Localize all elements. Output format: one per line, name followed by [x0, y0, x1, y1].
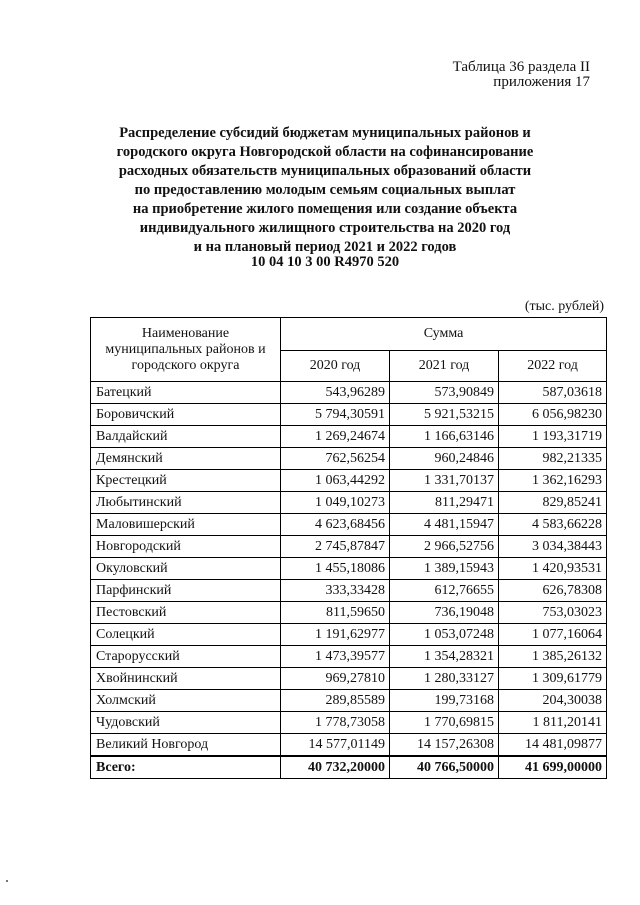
district-name: Солецкий	[91, 624, 281, 646]
amount-2020: 5 794,30591	[281, 404, 390, 426]
district-name: Демянский	[91, 448, 281, 470]
district-name: Валдайский	[91, 426, 281, 448]
amount-2020: 1 455,18086	[281, 558, 390, 580]
amount-2022: 587,03618	[499, 382, 607, 404]
amount-2021: 199,73168	[390, 690, 499, 712]
district-name: Окуловский	[91, 558, 281, 580]
amount-2020: 4 623,68456	[281, 514, 390, 536]
amount-2021: 4 481,15947	[390, 514, 499, 536]
table-row	[91, 602, 607, 624]
amount-2022: 3 034,38443	[499, 536, 607, 558]
table-row	[91, 646, 607, 668]
amount-2021: 612,76655	[390, 580, 499, 602]
table-row	[91, 382, 607, 404]
amount-2021: 2 966,52756	[390, 536, 499, 558]
amount-2022: 982,21335	[499, 448, 607, 470]
table-row	[91, 536, 607, 558]
district-name: Старорусский	[91, 646, 281, 668]
amount-2022: 1 420,93531	[499, 558, 607, 580]
table-reference-line-1: Таблица 36 раздела II	[452, 59, 590, 75]
title-line: по предоставлению молодым семьям социальных выплат	[134, 182, 516, 198]
district-name: Маловишерский	[91, 514, 281, 536]
units-label: (тыс. рублей)	[524, 299, 604, 314]
district-name: Парфинский	[91, 580, 281, 602]
name-column-header: Наименование муниципальных районов и городского округа	[91, 318, 281, 382]
sum-column-header: Сумма	[281, 318, 607, 351]
amount-2022: 1 362,16293	[499, 470, 607, 492]
amount-2022: 6 056,98230	[499, 404, 607, 426]
amount-2021: 14 157,26308	[390, 734, 499, 757]
amount-2022: 1 385,26132	[499, 646, 607, 668]
title-line: расходных обязательств муниципальных образований области	[118, 163, 532, 179]
table-row	[91, 492, 607, 514]
amount-2020: 1 269,24674	[281, 426, 390, 448]
table-row	[91, 448, 607, 470]
amount-2022: 753,03023	[499, 602, 607, 624]
scan-dot	[6, 880, 8, 882]
district-name: Крестецкий	[91, 470, 281, 492]
table-row	[91, 404, 607, 426]
table-row	[91, 580, 607, 602]
table-row	[91, 624, 607, 646]
total-2022: 41 699,00000	[499, 756, 607, 779]
year-header-2020: 2020 год	[281, 351, 390, 382]
title-line: индивидуального жилищного строительства на 2020 год	[139, 220, 511, 236]
district-name: Великий Новгород	[91, 734, 281, 757]
year-header-2021: 2021 год	[390, 351, 499, 382]
amount-2022: 829,85241	[499, 492, 607, 514]
amount-2022: 626,78308	[499, 580, 607, 602]
table-row	[91, 470, 607, 492]
amount-2020: 2 745,87847	[281, 536, 390, 558]
amount-2020: 14 577,01149	[281, 734, 390, 757]
amount-2020: 543,96289	[281, 382, 390, 404]
amount-2021: 1 354,28321	[390, 646, 499, 668]
total-row	[91, 756, 607, 779]
amount-2021: 811,29471	[390, 492, 499, 514]
document-title	[80, 124, 570, 257]
amount-2020: 333,33428	[281, 580, 390, 602]
amount-2022: 1 309,61779	[499, 668, 607, 690]
amount-2021: 1 331,70137	[390, 470, 499, 492]
amount-2021: 1 280,33127	[390, 668, 499, 690]
amount-2021: 1 770,69815	[390, 712, 499, 734]
amount-2021: 1 053,07248	[390, 624, 499, 646]
table-row	[91, 734, 607, 757]
district-name: Батецкий	[91, 382, 281, 404]
total-2021: 40 766,50000	[390, 756, 499, 779]
table-reference	[453, 60, 590, 90]
amount-2022: 1 077,16064	[499, 624, 607, 646]
district-name: Новгородский	[91, 536, 281, 558]
table-row	[91, 426, 607, 448]
table-row	[91, 558, 607, 580]
title-line: на приобретение жилого помещения или создание объекта	[132, 201, 518, 217]
district-name: Боровичский	[91, 404, 281, 426]
amount-2022: 1 193,31719	[499, 426, 607, 448]
district-name: Хвойнинский	[91, 668, 281, 690]
title-line: и на плановый период 2021 и 2022 годов	[193, 239, 457, 255]
amount-2020: 1 473,39577	[281, 646, 390, 668]
title-line: городского округа Новгородской области на софинансирование	[116, 144, 534, 160]
table-reference-line-2: приложения 17	[493, 74, 590, 90]
table-row	[91, 690, 607, 712]
amount-2021: 573,90849	[390, 382, 499, 404]
district-name: Пестовский	[91, 602, 281, 624]
district-name: Холмский	[91, 690, 281, 712]
budget-classification-code: 10 04 10 3 00 R4970 520	[250, 254, 400, 270]
table-row	[91, 668, 607, 690]
amount-2022: 4 583,66228	[499, 514, 607, 536]
subsidy-table	[90, 317, 607, 779]
amount-2021: 1 389,15943	[390, 558, 499, 580]
title-line: Распределение субсидий бюджетам муниципальных районов и	[119, 125, 531, 141]
amount-2022: 14 481,09877	[499, 734, 607, 757]
amount-2020: 762,56254	[281, 448, 390, 470]
total-label: Всего:	[91, 756, 281, 779]
table-body	[91, 382, 607, 779]
amount-2021: 1 166,63146	[390, 426, 499, 448]
amount-2020: 1 049,10273	[281, 492, 390, 514]
amount-2021: 5 921,53215	[390, 404, 499, 426]
amount-2020: 289,85589	[281, 690, 390, 712]
amount-2021: 960,24846	[390, 448, 499, 470]
total-2020: 40 732,20000	[281, 756, 390, 779]
amount-2022: 204,30038	[499, 690, 607, 712]
amount-2021: 736,19048	[390, 602, 499, 624]
amount-2020: 811,59650	[281, 602, 390, 624]
amount-2020: 1 778,73058	[281, 712, 390, 734]
amount-2020: 969,27810	[281, 668, 390, 690]
amount-2020: 1 191,62977	[281, 624, 390, 646]
year-header-2022: 2022 год	[499, 351, 607, 382]
district-name: Любытинский	[91, 492, 281, 514]
amount-2022: 1 811,20141	[499, 712, 607, 734]
table-row	[91, 514, 607, 536]
amount-2020: 1 063,44292	[281, 470, 390, 492]
district-name: Чудовский	[91, 712, 281, 734]
table-row	[91, 712, 607, 734]
